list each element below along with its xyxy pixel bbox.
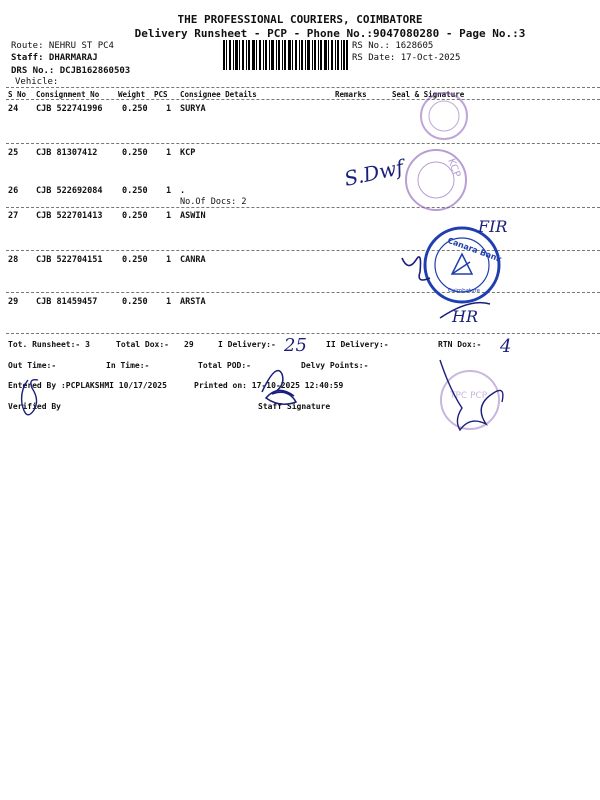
- i-delivery-label: I Delivery:-: [218, 340, 276, 349]
- row-consignee: .: [180, 186, 186, 196]
- row-sno: 28: [8, 255, 19, 265]
- svg-text:KCP: KCP: [445, 157, 463, 179]
- row-weight: 0.250: [122, 297, 148, 307]
- rs-date: RS Date: 17-Oct-2025: [352, 53, 461, 63]
- row-sno: 26: [8, 186, 19, 196]
- svg-text:Canara Bank: Canara Bank: [446, 235, 503, 264]
- kcp-stamp: [406, 150, 466, 210]
- svg-text:HR: HR: [452, 307, 478, 326]
- row-consignee: ARSTA: [180, 297, 206, 307]
- row-weight: 0.250: [122, 104, 148, 114]
- staff-text: Staff: DHARMARAJ: [11, 53, 98, 63]
- rtn-dox-label: RTN Dox:-: [438, 340, 482, 349]
- canara-bank-stamp: [425, 228, 504, 302]
- handwritten-fir: [477, 217, 507, 236]
- col-seal: Seal & Signature: [392, 90, 465, 99]
- row-sno: 27: [8, 211, 19, 221]
- row-weight: 0.250: [122, 148, 148, 158]
- row-pcs: 1: [166, 104, 172, 114]
- rtn-dox-value: 4: [500, 336, 512, 357]
- row-consignment: CJB 522692084: [36, 186, 103, 196]
- row-consignee: KCP: [180, 148, 196, 158]
- col-sno: S No: [8, 90, 27, 99]
- svg-text:FIR: FIR: [478, 217, 508, 236]
- row-consignment: CJB 522701413: [36, 211, 103, 221]
- tot-runsheet: Tot. Runsheet:- 3: [8, 340, 90, 349]
- signature-kcp: [342, 154, 409, 191]
- drs-number: DRS No.: DCJB162860503: [11, 66, 131, 76]
- in-time: In Time:-: [106, 361, 150, 370]
- stamp-top: [421, 93, 467, 139]
- col-consignment: Consignment No: [36, 90, 100, 99]
- ii-delivery-label: II Delivery:-: [326, 340, 389, 349]
- col-weight: Weight: [118, 90, 146, 99]
- route-text: Route: NEHRU ST PC4: [11, 41, 114, 51]
- entered-by: Entered By :PCPLAKSHMI 10/17/2025: [8, 381, 167, 390]
- runsheet-subtitle: Delivery Runsheet - PCP - Phone No.:9047080280 - Page No.:3: [134, 27, 526, 40]
- svg-text:S.Dwf: S.Dwf: [342, 154, 406, 191]
- total-dox-label: Total Dox:-: [116, 340, 169, 349]
- row-weight: 0.250: [122, 255, 148, 265]
- i-delivery-value: 25: [284, 335, 307, 356]
- total-pod: Total POD:-: [198, 361, 251, 370]
- tpc-pcp-stamp: [441, 371, 499, 429]
- row-pcs: 1: [166, 148, 172, 158]
- out-time: Out Time:-: [8, 361, 57, 370]
- vehicle-text: Vehicle:: [15, 77, 59, 87]
- row-pcs: 1: [166, 211, 172, 221]
- row-pcs: 1: [166, 297, 172, 307]
- col-consignee: Consignee Details: [180, 90, 257, 99]
- row-sno: 24: [8, 104, 19, 114]
- company-name: THE PROFESSIONAL COURIERS, COIMBATORE: [177, 13, 423, 26]
- svg-text:TPC PCP: TPC PCP: [450, 391, 488, 401]
- row-consignment: CJB 522741996: [36, 104, 103, 114]
- staff-signature-label: Staff Signature: [258, 402, 331, 411]
- verified-by: Verified By: [8, 402, 61, 411]
- rs-number: RS No.: 1628605: [352, 41, 434, 51]
- delvy-points: Delvy Points:-: [301, 361, 369, 370]
- printed-on: Printed on: 17-10-2025 12:40:59: [194, 381, 344, 390]
- row-weight: 0.250: [122, 186, 148, 196]
- row-sno: 29: [8, 297, 19, 307]
- col-pcs: PCS: [154, 90, 168, 99]
- row-consignment: CJB 522704151: [36, 255, 103, 265]
- row-consignee: CANRA: [180, 255, 206, 265]
- row-pcs: 1: [166, 255, 172, 265]
- col-remarks: Remarks: [335, 90, 367, 99]
- entered-signature: [22, 380, 38, 415]
- handwritten-hr: [440, 303, 490, 326]
- row-sno: 25: [8, 148, 19, 158]
- row-pcs: 1: [166, 186, 172, 196]
- row-consignment: CJB 81307412: [36, 148, 98, 158]
- row-consignment: CJB 81459457: [36, 297, 98, 307]
- total-dox-value: 29: [184, 340, 194, 349]
- row-consignee: SURYA: [180, 104, 206, 114]
- row-consignee: ASWIN: [180, 211, 206, 221]
- row-weight: 0.250: [122, 211, 148, 221]
- row-note: No.Of Docs: 2: [180, 197, 247, 207]
- svg-text:Coimbatore: Coimbatore: [448, 288, 480, 294]
- staff-signature-scrawl: [262, 371, 296, 405]
